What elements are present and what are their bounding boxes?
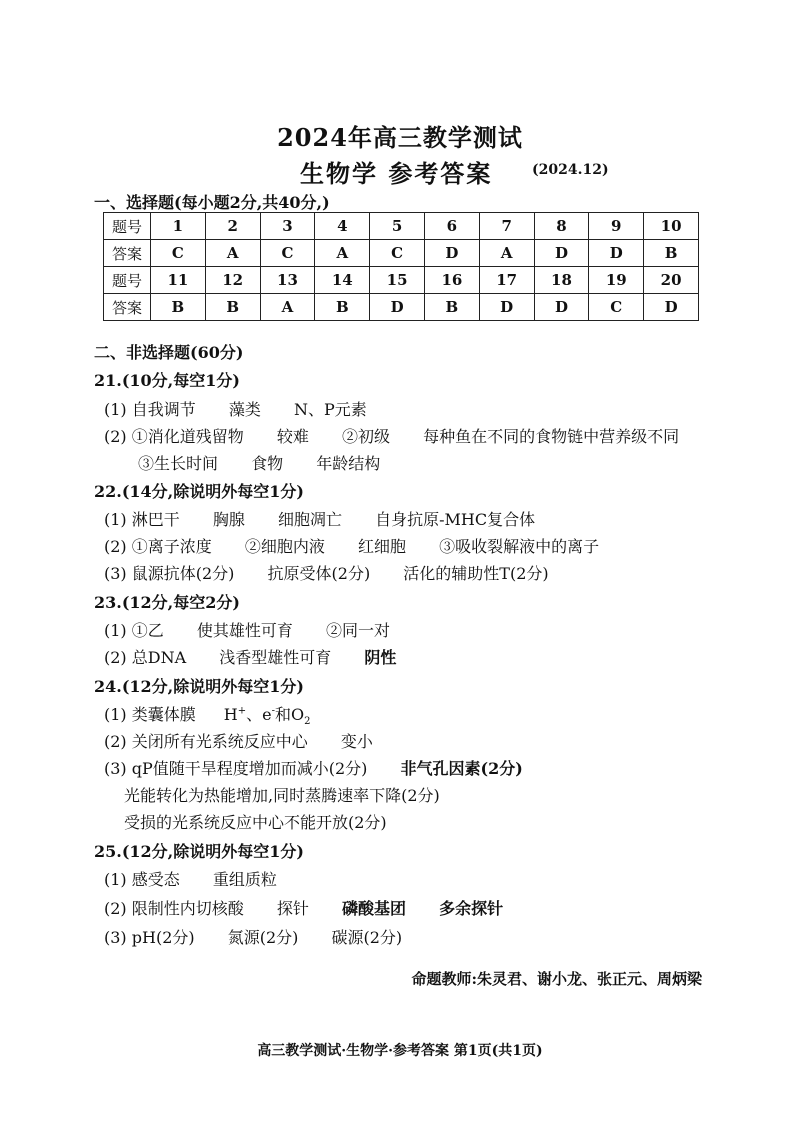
q24-heading: 24.(12分,除说明外每空1分) [94, 677, 304, 696]
row-label: 题号 [104, 213, 151, 240]
table-cell: A [260, 294, 315, 321]
answer-item: (2) ①消化道残留物 [104, 427, 244, 446]
answer-item: 较难 [276, 427, 309, 446]
table-row [104, 213, 699, 240]
table-cell: 3 [260, 213, 315, 240]
answer-item: 每种鱼在不同的食物链中营养级不同 [423, 427, 680, 446]
answer-item: 多余探针 [439, 899, 504, 918]
answer-item: 红细胞 [357, 537, 406, 556]
table-cell: 5 [370, 213, 425, 240]
answer-item: 抗原受体(2分) [267, 564, 371, 583]
row-label: 题号 [104, 267, 151, 294]
answer-item: (1) 淋巴干 [104, 510, 180, 529]
row-label: 答案 [104, 240, 151, 267]
table-cell: B [424, 294, 479, 321]
answer-item: (3) 鼠源抗体(2分) [104, 564, 235, 583]
table-cell: B [205, 294, 260, 321]
table-cell: 19 [589, 267, 644, 294]
page-title: 2024年高三教学测试 [277, 123, 523, 152]
q22-heading: 22.(14分,除说明外每空1分) [94, 482, 304, 501]
table-cell: D [589, 240, 644, 267]
answer-item: (3) qP值随干旱程度增加而减小(2分) [104, 759, 368, 778]
q22-line1 [104, 507, 563, 530]
table-cell: A [315, 240, 370, 267]
answer-item: (1) 类囊体膜 [104, 705, 196, 724]
answer-item: (2) ①离子浓度 [104, 537, 212, 556]
table-row [104, 267, 699, 294]
table-cell: D [479, 294, 534, 321]
table-cell: 11 [151, 267, 206, 294]
answer-item: 非气孔因素(2分) [400, 759, 523, 778]
table-row [104, 240, 699, 267]
answer-item: 、e [246, 705, 272, 724]
answer-item: (2) 总DNA [104, 648, 187, 667]
answer-item: 使其雄性可育 [196, 621, 293, 640]
superscript: + [237, 705, 247, 717]
answer-item: (2) 关闭所有光系统反应中心 [104, 732, 308, 751]
table-cell: C [260, 240, 315, 267]
q24-line5: 受损的光系统反应中心不能开放(2分) [124, 813, 387, 832]
q21-line2 [104, 424, 707, 447]
table-cell: B [644, 240, 699, 267]
table-cell: 2 [205, 213, 260, 240]
table-cell: C [370, 240, 425, 267]
table-cell: 6 [424, 213, 479, 240]
table-cell: 16 [424, 267, 479, 294]
answer-item: 阴性 [364, 648, 397, 667]
answer-table [103, 212, 699, 321]
table-cell: 18 [534, 267, 589, 294]
q24-line3 [104, 756, 551, 779]
page-footer: 高三教学测试·生物学·参考答案 第1页(共1页) [257, 1043, 543, 1059]
q25-heading: 25.(12分,除说明外每空1分) [94, 842, 304, 861]
table-cell: C [589, 294, 644, 321]
table-cell: D [644, 294, 699, 321]
q24-line4: 光能转化为热能增加,同时蒸腾速率下降(2分) [124, 786, 440, 805]
table-cell: D [370, 294, 425, 321]
answer-item: 重组质粒 [212, 870, 277, 889]
q25-line3 [104, 925, 430, 948]
answer-item: 胸腺 [212, 510, 245, 529]
answer-item: (1) ①乙 [104, 621, 164, 640]
table-cell: 14 [315, 267, 370, 294]
answer-item: 活化的辅助性T(2分) [403, 564, 549, 583]
table-cell: A [479, 240, 534, 267]
row-label: 答案 [104, 294, 151, 321]
q22-line2 [104, 534, 627, 557]
table-cell: 8 [534, 213, 589, 240]
table-cell: A [205, 240, 260, 267]
q23-line2 [104, 645, 424, 668]
answer-item: 浅香型雄性可育 [219, 648, 332, 667]
answer-item: N、P元素 [293, 400, 367, 419]
table-cell: 12 [205, 267, 260, 294]
section1-title: 一、选择题(每小题2分,共40分,) [94, 193, 330, 212]
answer-item: (1) 感受态 [104, 870, 180, 889]
table-cell: 20 [644, 267, 699, 294]
page-subtitle: 生物学 参考答案 [300, 159, 493, 188]
answer-item: (1) 自我调节 [104, 400, 196, 419]
q21-line3 [138, 451, 408, 474]
q24-line2 [104, 729, 401, 752]
superscript: - [271, 705, 275, 717]
answer-item: 变小 [340, 732, 373, 751]
table-cell: D [534, 240, 589, 267]
q24-line1 [104, 702, 310, 727]
table-cell: C [151, 240, 206, 267]
table-cell: B [315, 294, 370, 321]
answer-item: 碳源(2分) [331, 928, 403, 947]
section2-title: 二、非选择题(60分) [94, 343, 244, 362]
answer-item: ③生长时间 [138, 454, 219, 473]
answer-item: 食物 [251, 454, 284, 473]
answer-item: 细胞凋亡 [277, 510, 342, 529]
answer-item: 藻类 [228, 400, 261, 419]
table-cell: 1 [151, 213, 206, 240]
table-cell: 10 [644, 213, 699, 240]
q25-line1 [104, 867, 305, 890]
table-cell: 9 [589, 213, 644, 240]
answer-item: ②同一对 [325, 621, 390, 640]
answer-item: 自身抗原-MHC复合体 [375, 510, 536, 529]
table-cell: D [424, 240, 479, 267]
table-row [104, 294, 699, 321]
table-cell: D [534, 294, 589, 321]
answer-item: (2) 限制性内切核酸 [104, 899, 244, 918]
exam-date: (2024.12) [532, 162, 609, 178]
table-cell: B [151, 294, 206, 321]
table-cell: 17 [479, 267, 534, 294]
table-cell: 13 [260, 267, 315, 294]
q23-line1 [104, 618, 418, 641]
answer-item: 磷酸基团 [341, 899, 406, 918]
subscript: 2 [304, 716, 311, 728]
answer-item: ②初级 [341, 427, 390, 446]
answer-item: (3) pH(2分) [104, 928, 195, 947]
q21-heading: 21.(10分,每空1分) [94, 371, 240, 390]
answer-item: 探针 [276, 899, 309, 918]
answer-item: H [223, 705, 238, 724]
answer-item: 年龄结构 [316, 454, 381, 473]
q21-line1 [104, 397, 395, 420]
q25-line2 [104, 896, 531, 919]
answer-item: 氮源(2分) [227, 928, 299, 947]
answer-item: 和O [274, 705, 305, 724]
answer-item: ③吸收裂解液中的离子 [439, 537, 600, 556]
table-cell: 15 [370, 267, 425, 294]
table-cell: 7 [479, 213, 534, 240]
table-cell: 4 [315, 213, 370, 240]
answer-item: ②细胞内液 [244, 537, 325, 556]
q22-line3 [104, 561, 577, 584]
author-credits: 命题教师:朱灵君、谢小龙、张正元、周炳梁 [411, 970, 702, 988]
q23-heading: 23.(12分,每空2分) [94, 593, 240, 612]
